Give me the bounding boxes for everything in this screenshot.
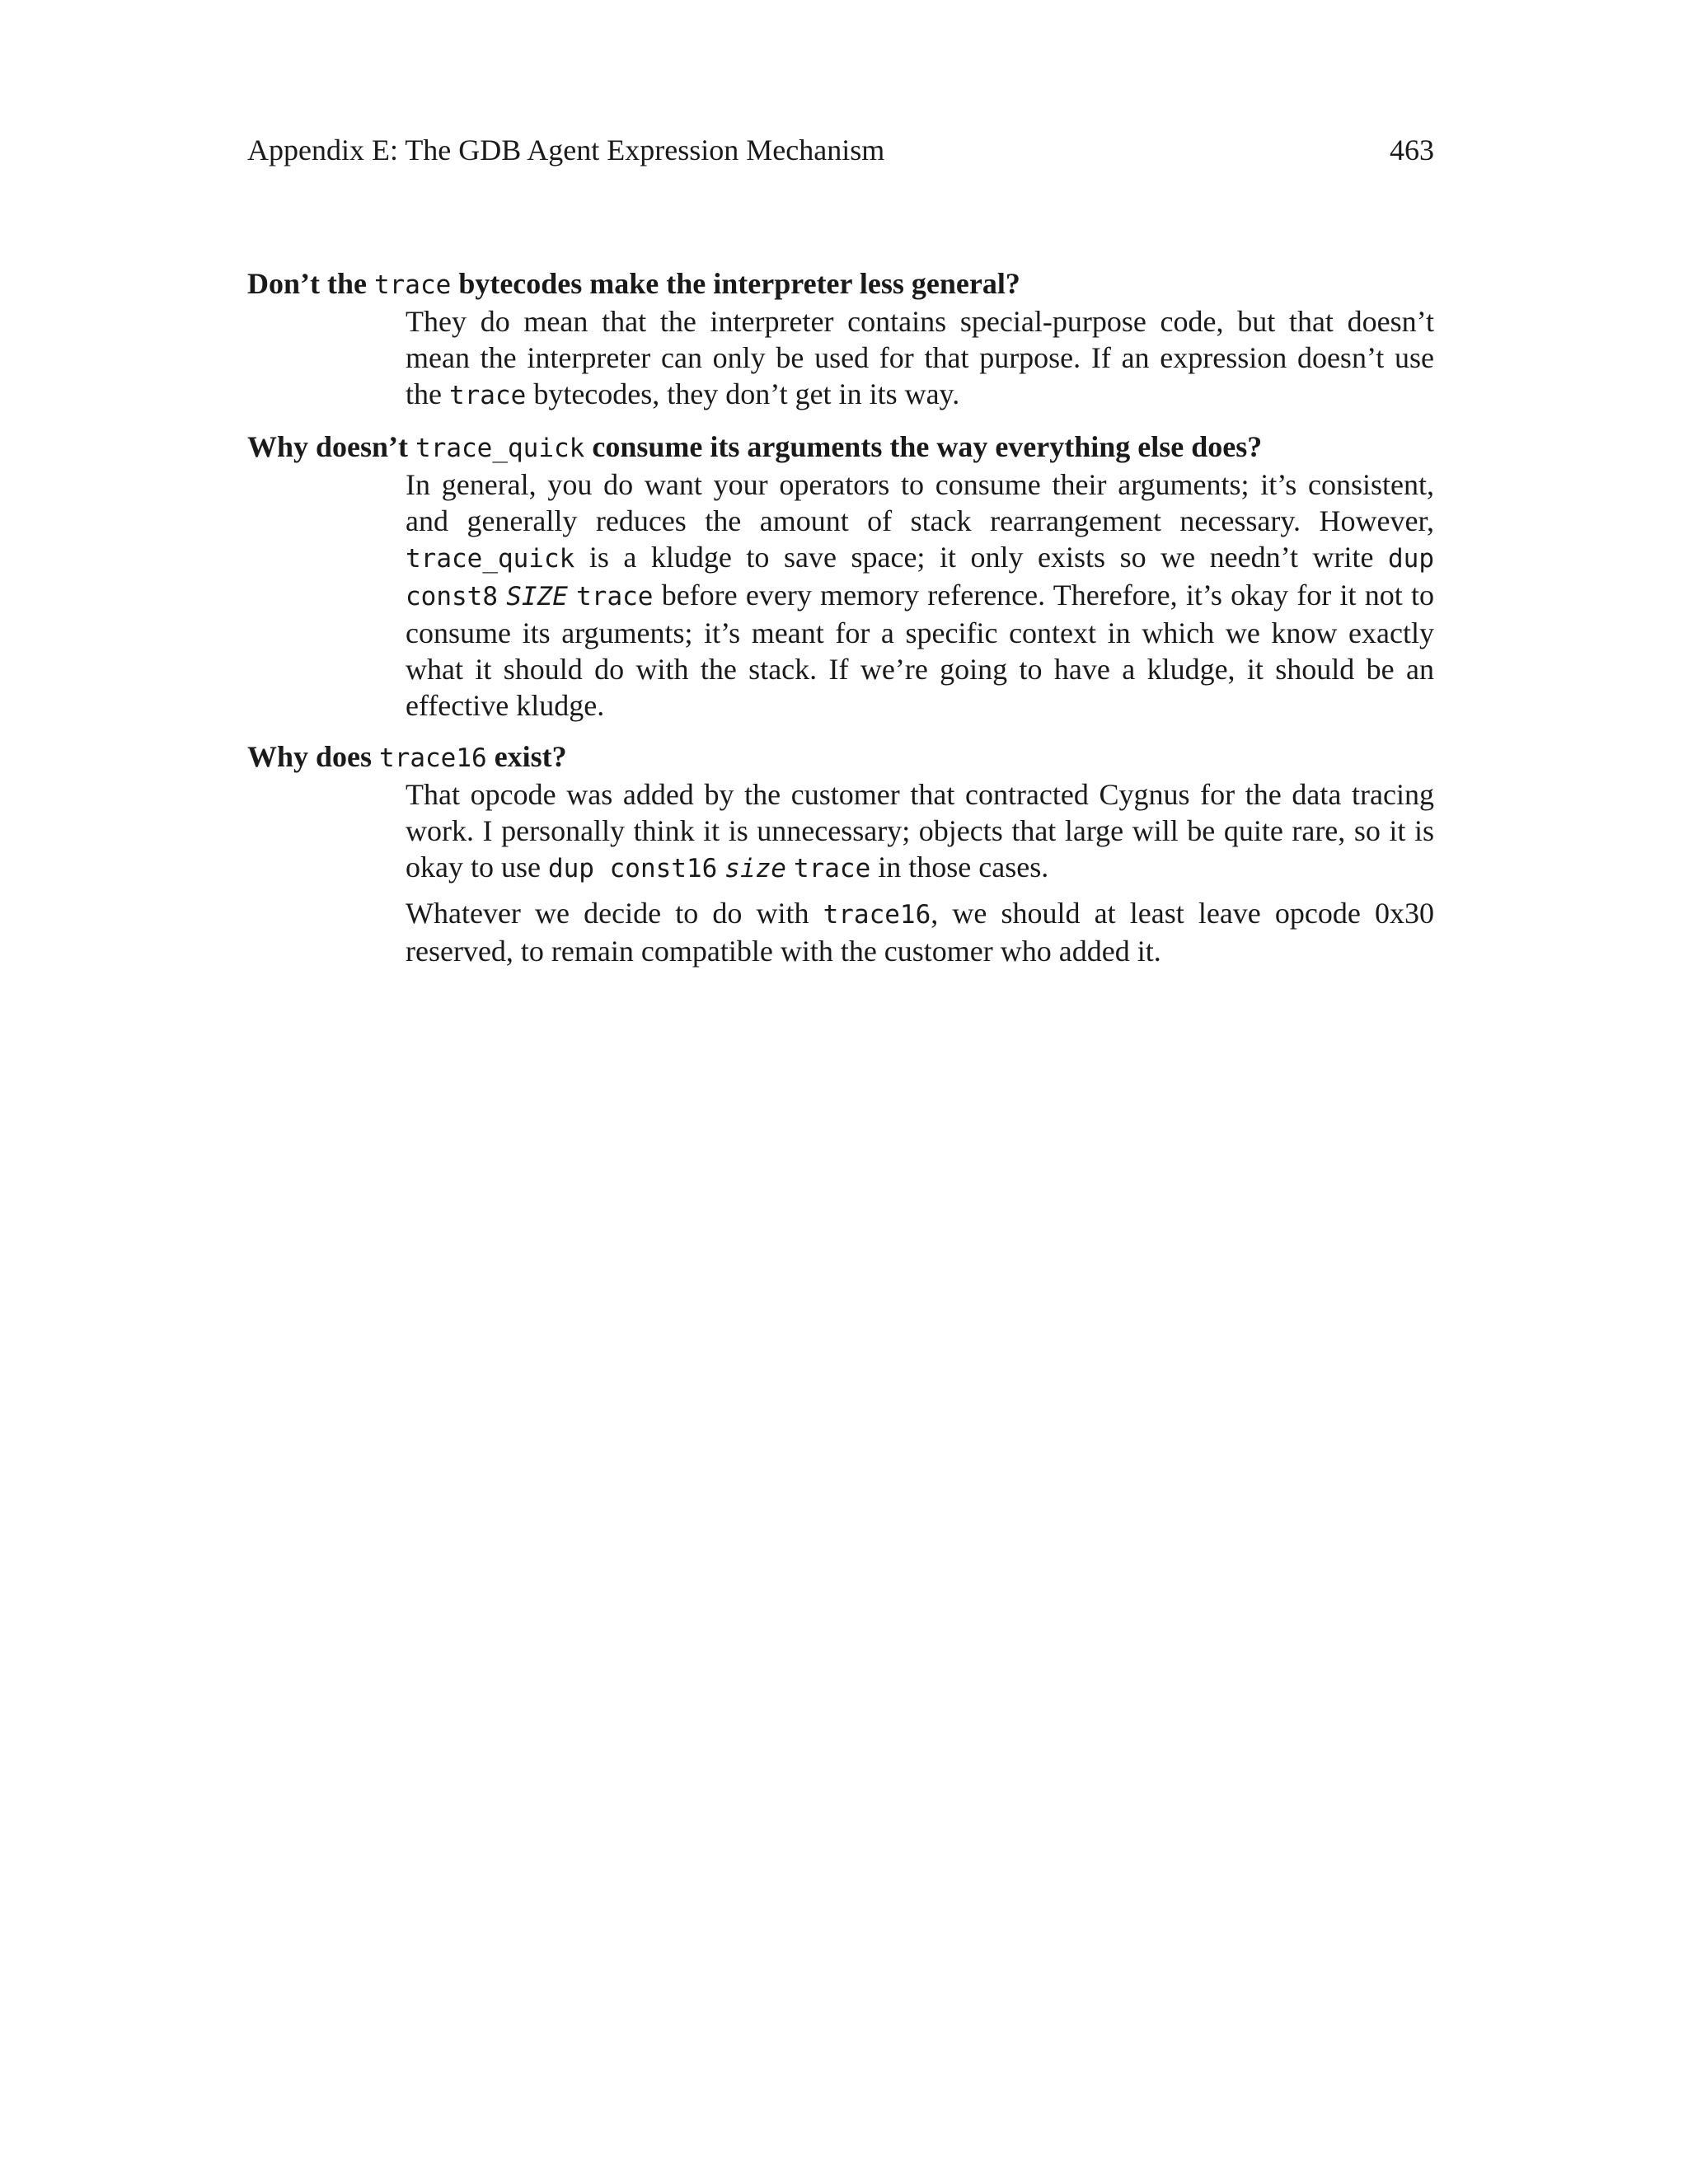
answer-text: , we should at least leave opcode 0x30 reserved, to remain compatible with the customer who added it. [406, 897, 1434, 968]
code-term: trace16 [379, 743, 487, 773]
answer-text: In general, you do want your operators to consume their arguments; it’s consistent, and generally reduces the amount of stack rearrangement necessary. However, [406, 468, 1434, 537]
faq-answer [406, 303, 1434, 414]
code-term: trace_quick [415, 434, 585, 463]
inline-code: trace [576, 582, 654, 612]
inline-code: trace [448, 381, 527, 410]
answer-paragraph [406, 895, 1434, 969]
inline-code: dup const8 [406, 544, 1434, 612]
faq-entry [247, 429, 1434, 724]
running-header [247, 129, 1434, 171]
answer-text: before every memory reference. Therefore, it’s okay for it not to consume its arguments; it’s meant for a specific context in which we know exactly what it should do with the stack. If we’re going to have a kludge, it should be an effective kludge. [406, 579, 1435, 722]
answer-paragraph [406, 776, 1434, 887]
answer-text: is a kludge to save space; it only exists so we needn’t write [574, 541, 1388, 574]
faq-question [247, 429, 1434, 466]
question-text: Why does [247, 740, 380, 773]
faq-question [247, 738, 1434, 776]
answer-text: That opcode was added by the customer that contracted Cygnus for the data tracing work. I personally think it is unnecessary; objects that large will be quite rare, so it is okay to use [406, 778, 1434, 883]
page-number: 463 [1390, 134, 1434, 166]
question-text: bytecodes make the interpreter less general? [451, 267, 1020, 300]
answer-paragraph [406, 466, 1434, 724]
answer-text: Whatever we decide to do with [406, 897, 823, 930]
inline-code-variable: size [724, 854, 786, 883]
code-term: trace [373, 270, 452, 300]
question-text: consume its arguments the way everything else does? [584, 430, 1263, 463]
faq-answer [406, 776, 1434, 969]
answer-text: in those cases. [870, 851, 1049, 883]
question-text: exist? [486, 740, 567, 773]
question-text: Why doesn’t [247, 430, 416, 463]
inline-code: trace [793, 854, 871, 883]
faq-answer [406, 466, 1434, 724]
faq-entry [247, 738, 1434, 969]
answer-paragraph [406, 303, 1434, 414]
faq-list [247, 265, 1434, 984]
faq-question [247, 265, 1434, 303]
inline-code: trace_quick [406, 544, 575, 574]
answer-text: They do mean that the interpreter contains special-purpose code, but that doesn’t mean the interpreter can only be used for that purpose. If an expression doesn’t use the [406, 305, 1434, 410]
inline-code: trace16 [823, 900, 931, 930]
question-text: Don’t the [247, 267, 374, 300]
faq-entry [247, 265, 1434, 414]
inline-code-variable: SIZE [506, 582, 568, 612]
answer-text: bytecodes, they don’t get in its way. [526, 377, 960, 410]
header-title: Appendix E: The GDB Agent Expression Mechanism [247, 134, 885, 166]
inline-code: dup const16 [547, 854, 718, 883]
